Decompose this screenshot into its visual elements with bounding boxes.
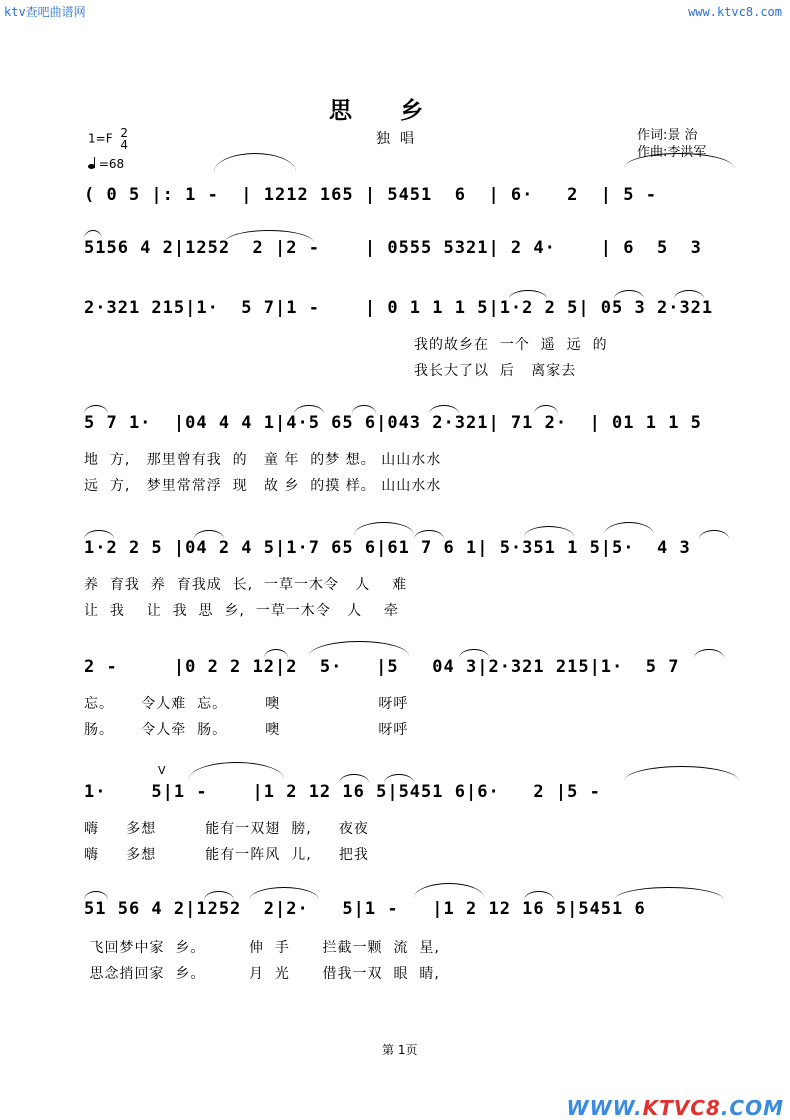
- score-row-1: [84, 183, 740, 227]
- score-row-2: [84, 236, 740, 280]
- score-row-5: [84, 536, 740, 619]
- notation: 5156 4 2|1252 2 |2 - | 0555 5321| 2 4· | 6 5 3: [84, 238, 702, 258]
- notation: ( 0 5 |: 1 - | 1212 165 | 5451 6 | 6· 2 | 5 -: [84, 185, 657, 205]
- composer: 作曲:李洪军: [637, 145, 707, 160]
- notation: 5 7 1· |04 4 4 1|4·5 65 6|043 2·321| 71 2· | 01 1 1 5: [84, 413, 702, 433]
- score-row-4: [84, 411, 740, 494]
- notation: 1· 5|1 - |1 2 12 16 5|5451 6|6· 2 |5 -: [84, 782, 601, 802]
- lyric-line-1: 飞回梦中家 乡。 伸 手 拦截一颗 流 星,: [84, 940, 440, 956]
- lyric-line-1: 养 育我 养 育我成 长, 一草一木令 人 难: [84, 577, 408, 593]
- page-number: 第 1页: [382, 1043, 418, 1057]
- lyric-line-1: 我的故乡在 一个 遥 远 的: [414, 337, 608, 353]
- tempo-mark: [88, 157, 124, 171]
- key-label: 1=F: [88, 131, 113, 146]
- tempo-value: =68: [98, 157, 125, 171]
- lyric-line-2: 思念捎回家 乡。 月 光 借我一双 眼 睛,: [84, 966, 440, 982]
- score-row-3: [84, 296, 740, 379]
- notation: 51 56 4 2|1252 2|2· 5|1 - |1 2 12 16 5|5451 6: [84, 899, 646, 919]
- song-title: 思乡: [329, 98, 471, 124]
- site-url: www.ktvc8.com: [688, 5, 782, 19]
- song-subtitle: 独唱: [376, 131, 424, 147]
- lyric-line-2: 嗨 多想 能有一阵风 儿, 把我: [84, 847, 369, 863]
- key-signature: [88, 127, 128, 151]
- lyric-line-1: 忘。 令人难 忘。 噢 呀呼: [84, 696, 409, 712]
- breath-mark: V: [158, 764, 166, 777]
- site-watermark: ktv查吧曲谱网: [4, 5, 86, 19]
- site-logo-watermark: WWW.KTVC8.COM: [566, 1096, 784, 1120]
- lyric-line-2: 肠。 令人牵 肠。 噢 呀呼: [84, 722, 409, 738]
- lyricist: 作词:景 治: [637, 128, 698, 143]
- notation: 2 - |0 2 2 12|2 5· |5 04 3|2·321 215|1· 5 7: [84, 657, 680, 677]
- lyric-line-1: 嗨 多想 能有一双翅 膀, 夜夜: [84, 821, 369, 837]
- lyric-line-2: 远 方, 梦里常常浮 现 故 乡 的摸 样。 山山水水: [84, 478, 442, 494]
- score-row-8: [84, 897, 740, 982]
- notation: 2·321 215|1· 5 7|1 - | 0 1 1 1 5|1·2 2 5| 05 3 2·321: [84, 298, 714, 318]
- time-top: 2: [120, 126, 129, 140]
- lyric-line-2: 让 我 让 我 思 乡, 一草一木令 人 牵: [84, 603, 399, 619]
- lyric-line-2: 我长大了以 后 离家去: [414, 363, 577, 379]
- time-bottom: 4: [120, 138, 129, 152]
- time-signature: [120, 127, 128, 151]
- score-row-7: [84, 764, 740, 863]
- lyric-line-1: 地 方, 那里曾有我 的 童 年 的梦 想。 山山水水: [84, 452, 442, 468]
- notation: 1·2 2 5 |04 2 4 5|1·7 65 6|61 7 6 1| 5·351 1 5|5· 4 3: [84, 538, 691, 558]
- score-row-6: [84, 655, 740, 738]
